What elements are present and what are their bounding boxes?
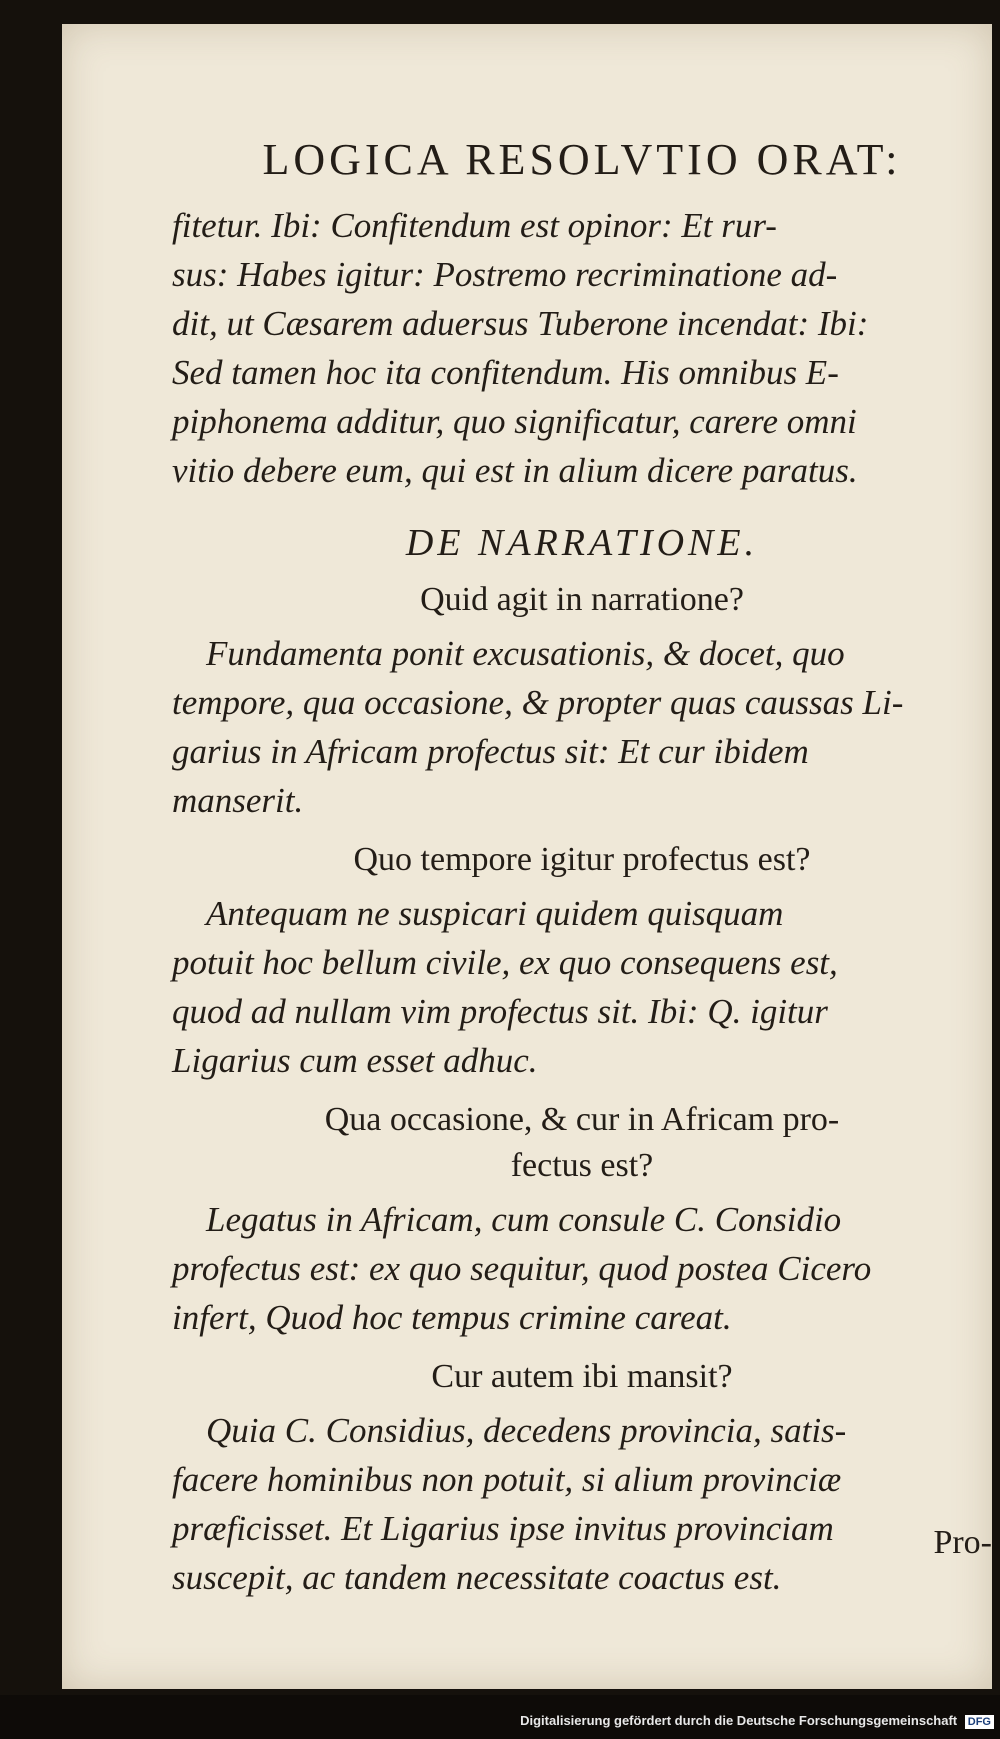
section-heading: DE NARRATIONE. [405,522,759,564]
footer-credit-text: Digitalisierung gefördert durch die Deutsche Forschungsgemeinschaft [520,1713,958,1728]
intro-line: fitetur. Ibi: Confitendum est opinor: Et rur- [172,206,777,245]
digitization-footer [0,1695,1000,1739]
qa-block [172,837,992,1085]
answer-line: infert, Quod hoc tempus crimine careat. [172,1298,732,1337]
answer-line: quod ad nullam vim profectus sit. Ibi: Q. igitur [172,992,828,1031]
answer-line: Legatus in Africam, cum consule C. Considio [206,1200,842,1239]
catchword: Pro- [933,1524,992,1561]
question [172,1354,992,1400]
intro-line: dit, ut Cæsarem aduersus Tuberone incendat: Ibi: [172,304,869,343]
answer-line: profectus est: ex quo sequitur, quod postea Cicero [172,1249,872,1288]
book-page [62,24,992,1689]
answer-line: facere hominibus non potuit, si alium provinciæ [172,1460,842,1499]
answer-line: potuit hoc bellum civile, ex quo consequens est, [172,943,838,982]
intro-line: Sed tamen hoc ita confitendum. His omnibus E- [172,353,839,392]
answer-line: manserit. [172,781,304,820]
answer [172,1406,992,1602]
answer [172,889,992,1085]
running-head: LOGICA RESOLVTIO ORAT: [262,135,902,184]
answer-line: garius in Africam profectus sit: Et cur ibidem [172,732,809,771]
question-line: Cur autem ibi mansit? [431,1358,733,1395]
question-line: Quid agit in narratione? [420,581,744,618]
answer-line: tempore, qua occasione, & propter quas caussas Li- [172,683,904,722]
answer [172,629,992,825]
question [172,837,992,883]
question [172,1097,992,1189]
question-line: fectus est? [510,1147,654,1184]
answer-line: Quia C. Considius, decedens provincia, satis- [206,1411,847,1450]
answer-line: Fundamenta ponit excusationis, & docet, quo [206,634,845,673]
qa-block [172,1097,992,1342]
answer-line: Antequam ne suspicari quidem quisquam [206,894,784,933]
answer-line: suscepit, ac tandem necessitate coactus est. [172,1558,782,1597]
footer-credit [520,1713,994,1729]
question [172,577,992,623]
answer [172,1195,992,1342]
intro-line: piphonema additur, quo significatur, carere omni [172,402,857,441]
page-text-area [172,134,992,1602]
answer-line: Ligarius cum esset adhuc. [172,1041,538,1080]
question-line: Qua occasione, & cur in Africam pro- [324,1101,840,1138]
qa-block [172,1354,992,1602]
answer-line: præficisset. Et Ligarius ipse invitus provinciam [172,1509,834,1548]
intro-line: sus: Habes igitur: Postremo recriminatione ad- [172,255,838,294]
intro-paragraph [172,201,992,495]
intro-line: vitio debere eum, qui est in alium dicere paratus. [172,451,858,490]
qa-block [172,577,992,825]
dfg-logo: DFG [965,1715,994,1729]
question-line: Quo tempore igitur profectus est? [353,841,811,878]
